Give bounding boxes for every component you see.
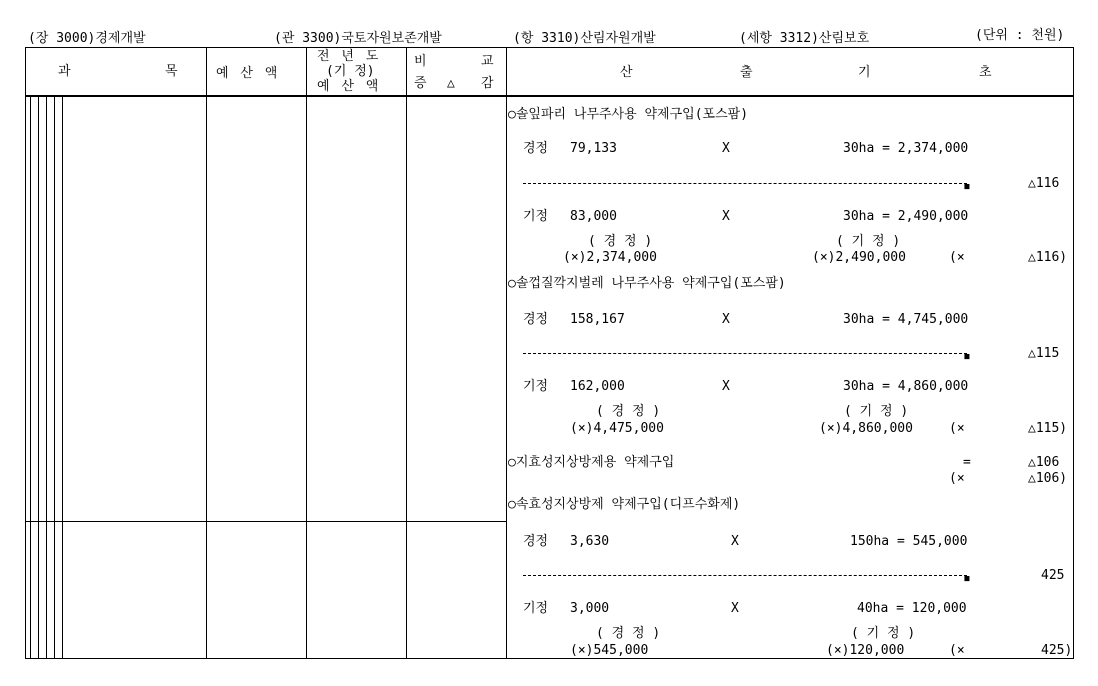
row-separator	[25, 521, 506, 522]
revised-unit: 158,167	[570, 312, 625, 327]
original-unit: 162,000	[570, 379, 625, 394]
multiply-mark: X	[722, 312, 730, 327]
revised-label: 경정	[523, 534, 549, 549]
multiply-mark: X	[731, 601, 739, 616]
col-gwa: 과	[58, 64, 71, 79]
sum-original-value: (×)2,490,000	[812, 250, 906, 265]
sum-mark: (×	[949, 250, 965, 265]
original-label: 기정	[523, 209, 549, 224]
equals-mark: =	[963, 455, 971, 470]
header-jang: (장 3000)경제개발	[28, 31, 146, 46]
original-result: 40ha = 120,000	[857, 601, 967, 616]
subject-line	[54, 97, 55, 659]
revised-label: 경정	[523, 141, 549, 156]
col-mok: 목	[165, 64, 178, 79]
item-title: ○솔껍질깍지벌레 나무주사용 약제구입(포스팜)	[508, 276, 786, 291]
arrow-mark: ▪	[963, 571, 971, 586]
col-calc-2: 출	[740, 65, 753, 80]
col-divider	[306, 47, 307, 659]
col-divider	[506, 47, 507, 659]
col-divider	[206, 47, 207, 659]
sum-revised-head: ( 경 정 )	[588, 234, 653, 249]
sum-diff: 425)	[1041, 643, 1073, 658]
item-title: ○지효성지상방제용 약제구입	[508, 455, 675, 470]
sum-mark: (×	[949, 421, 965, 436]
revised-label: 경정	[523, 312, 549, 327]
sum-revised-head: ( 경 정 )	[596, 404, 661, 419]
dash-line	[523, 575, 967, 576]
diff-value: △116	[1028, 176, 1060, 191]
header-sehang: (세항 3312)산림보호	[739, 31, 870, 46]
header-hang: (항 3310)산림자원개발	[513, 31, 656, 46]
original-result: 30ha = 4,860,000	[843, 379, 969, 394]
multiply-mark: X	[722, 209, 730, 224]
multiply-mark: X	[722, 141, 730, 156]
col-prev-1: 전 년 도	[317, 49, 381, 64]
header-separator	[25, 95, 1074, 97]
subject-line	[38, 97, 39, 659]
col-budget: 예 산 액	[216, 66, 280, 81]
diff-value: △115	[1028, 346, 1060, 361]
sum-original-head: ( 기 정 )	[851, 626, 916, 641]
col-prev-3: 예 산 액	[317, 79, 381, 94]
revised-unit: 3,630	[570, 534, 610, 549]
diff-value: 425	[1041, 568, 1065, 583]
sum-original-value: (×)4,860,000	[819, 421, 913, 436]
dash-line	[523, 183, 967, 184]
revised-result: 30ha = 4,745,000	[843, 312, 969, 327]
sum-revised-value: (×)545,000	[570, 643, 649, 658]
sum-revised-head: ( 경 정 )	[596, 626, 661, 641]
col-calc-1: 산	[620, 65, 633, 80]
revised-unit: 79,133	[570, 141, 617, 156]
subject-line	[30, 97, 31, 659]
sum-revised-value: (×)2,374,000	[563, 250, 657, 265]
original-unit: 83,000	[570, 209, 617, 224]
header-unit: (단위 : 천원)	[975, 28, 1065, 43]
revised-result: 30ha = 2,374,000	[843, 141, 969, 156]
col-prev-2: (기 정)	[326, 64, 375, 79]
multiply-mark: X	[722, 379, 730, 394]
original-label: 기정	[523, 379, 549, 394]
subject-line	[46, 97, 47, 659]
sum-diff: △115)	[1028, 421, 1068, 436]
original-unit: 3,000	[570, 601, 610, 616]
dash-line	[523, 353, 967, 354]
col-compare-2c: 감	[481, 76, 494, 91]
col-divider	[406, 47, 407, 659]
col-compare-2b: △	[447, 76, 455, 91]
multiply-mark: X	[731, 534, 739, 549]
sum-original-head: ( 기 정 )	[836, 234, 901, 249]
sum-mark: (×	[949, 471, 965, 486]
diff-value: △106	[1028, 455, 1060, 470]
original-result: 30ha = 2,490,000	[843, 209, 969, 224]
item-title: ○속효성지상방제 약제구입(디프수화제)	[508, 497, 741, 512]
header-gwan: (관 3300)국토자원보존개발	[274, 31, 442, 46]
revised-result: 150ha = 545,000	[850, 534, 968, 549]
col-compare-2a: 증	[414, 76, 427, 91]
sum-diff: △106)	[1028, 471, 1068, 486]
col-calc-3: 기	[858, 65, 871, 80]
arrow-mark: ▪	[963, 349, 971, 364]
sum-original-value: (×)120,000	[826, 643, 905, 658]
arrow-mark: ▪	[963, 179, 971, 194]
sum-diff: △116)	[1028, 250, 1068, 265]
sum-original-head: ( 기 정 )	[844, 404, 909, 419]
col-compare-1b: 교	[481, 54, 494, 69]
subject-line	[62, 97, 63, 659]
col-compare-1a: 비	[414, 54, 427, 69]
sum-revised-value: (×)4,475,000	[570, 421, 664, 436]
sum-mark: (×	[949, 643, 965, 658]
original-label: 기정	[523, 601, 549, 616]
item-title: ○솔잎파리 나무주사용 약제구입(포스팜)	[508, 107, 749, 122]
col-calc-4: 초	[979, 65, 992, 80]
